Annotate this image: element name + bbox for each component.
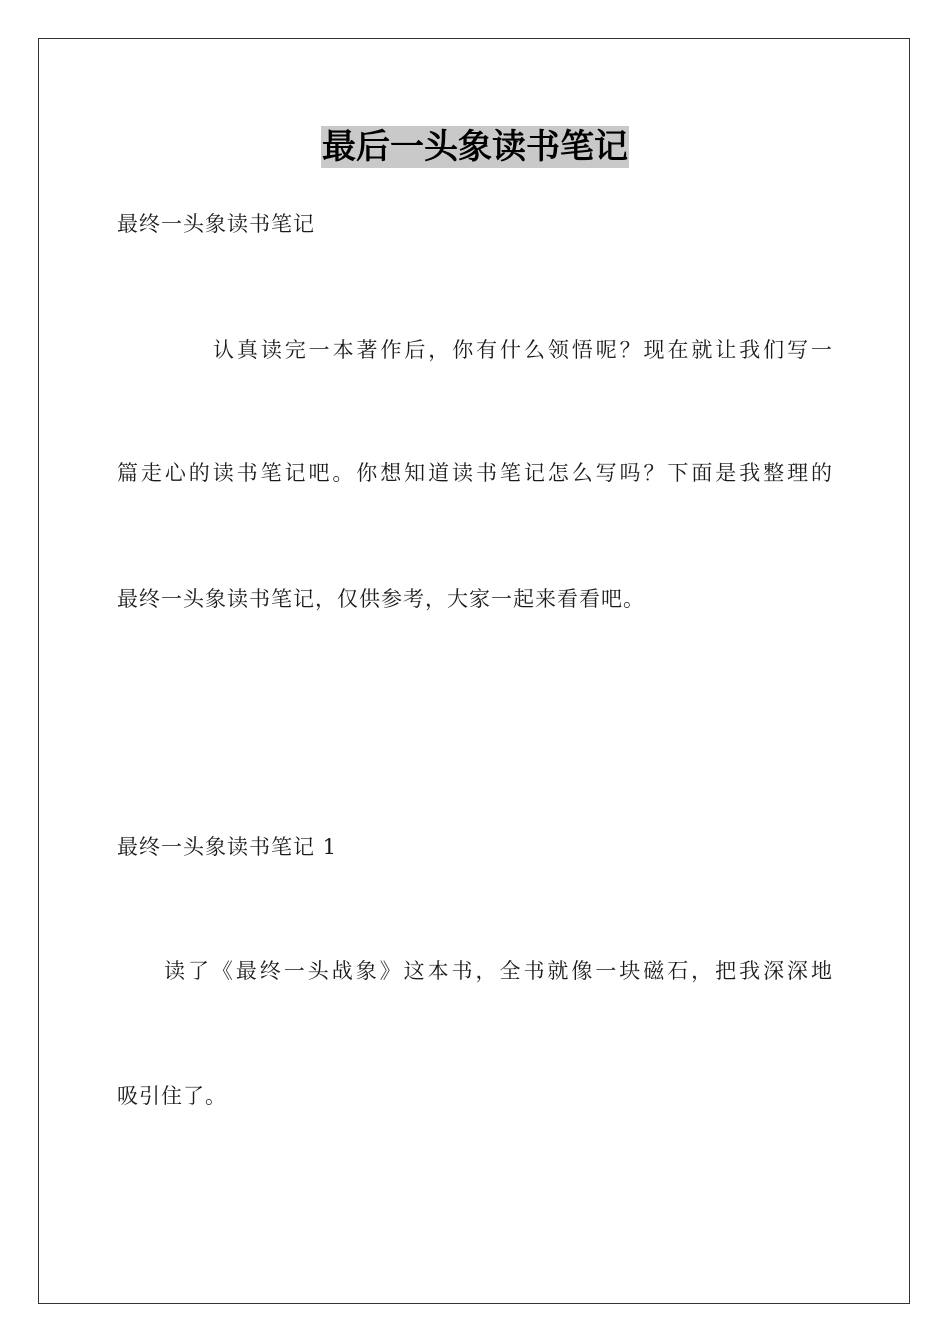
document-subtitle: 最终一头象读书笔记 (117, 212, 315, 236)
intro-line-2: 篇走心的读书笔记吧。你想知道读书笔记怎么写吗？下面是我整理的 (117, 461, 833, 485)
section-line-1: 读了《最终一头战象》这本书，全书就像一块磁石，把我深深地 (164, 959, 833, 983)
section-line-2: 吸引住了。 (117, 1084, 227, 1108)
document-title: 最后一头象读书笔记 (322, 127, 628, 167)
intro-line-1: 认真读完一本著作后，你有什么领悟呢？现在就让我们写一 (213, 338, 833, 362)
title-container (0, 126, 950, 168)
section-heading: 最终一头象读书笔记 1 (117, 835, 338, 859)
intro-line-3: 最终一头象读书笔记，仅供参考，大家一起来看看吧。 (117, 587, 645, 611)
